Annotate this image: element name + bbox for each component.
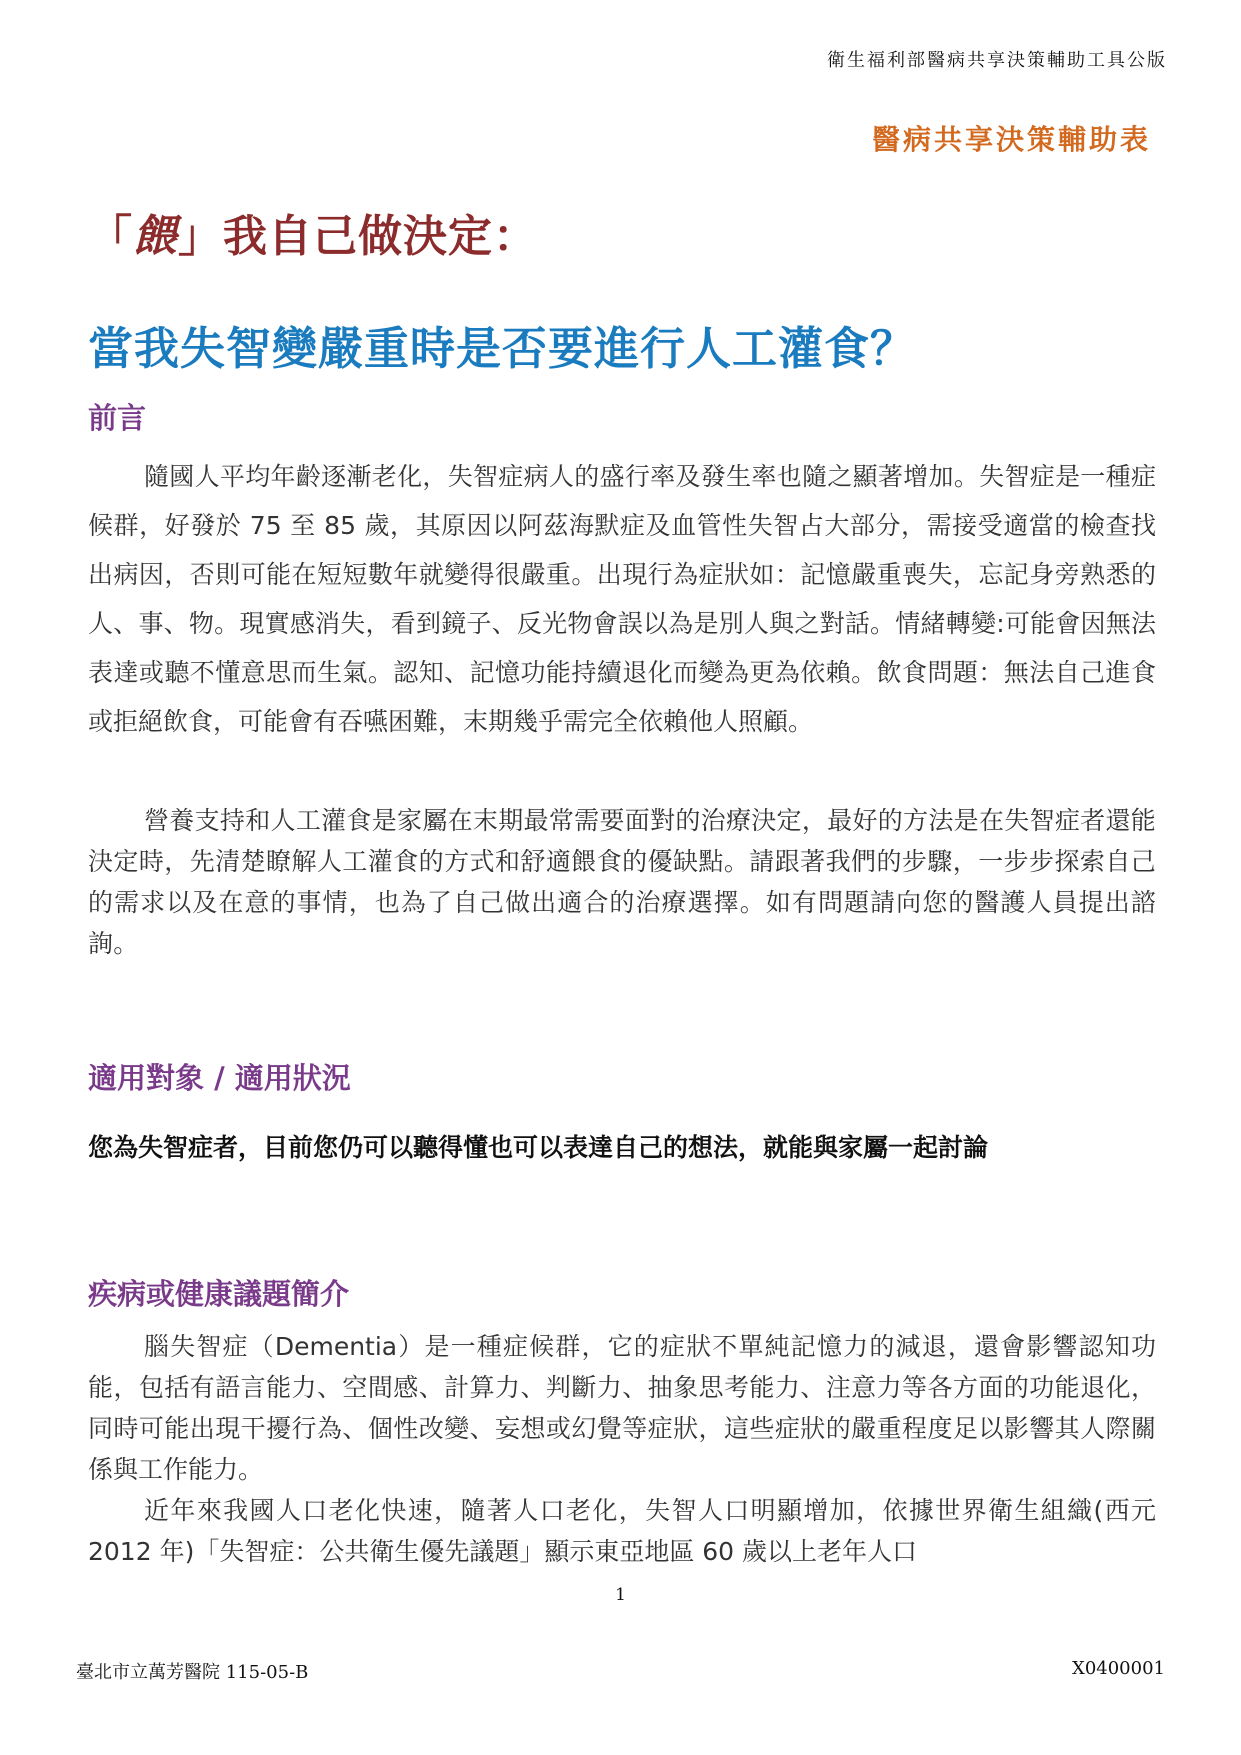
form-title: 醫病共享決策輔助表 (871, 123, 1151, 156)
disease-paragraph: 腦失智症（Dementia）是一種症候群，它的症狀不單純記憶力的減退，還會影響認知功能，包括有語言能力、空間感、計算力、判斷力、抽象思考能力、注意力等各方面的功能退化，同時可能出現干擾行為、個性改變、妄想或幻覺等症狀，這些症狀的嚴重程度足以影響其人際關係與工作能力。 (88, 1332, 1156, 1484)
title-rest: 」我自己做決定： (178, 211, 538, 262)
intro-paragraph-text: 隨國人平均年齡逐漸老化，失智症病人的盛行率及發生率也隨之顯著增加。失智症是一種症候群，好發於 75 至 85 歲，其原因以阿茲海默症及血管性失智占大部分，需接受適當的檢查找出病因，否則可能在短短數年就變得很嚴重。出現行為症狀如：記憶嚴重喪失，忘記身旁熟悉的人、事、物。現實感消失，看到鏡子、反光物會誤以為是別人與之對話。情緒轉變:可能會因無法表達或聽不懂意思而生氣。認知、記憶功能持續退化而變為更為依賴。飲食問題：無法自己進食或拒絕飲食，可能會有吞嚥困難，末期幾乎需完全依賴他人照顧。 (88, 462, 1156, 736)
title-emphasis: 餵 (133, 211, 178, 262)
target-heading: 適用對象 / 適用狀況 (88, 1061, 351, 1095)
header-organization: 衛生福利部醫病共享決策輔助工具公版 (827, 50, 1167, 71)
footer-document-id: X0400001 (1072, 1658, 1165, 1679)
disease-paragraph: 近年來我國人口老化快速，隨著人口老化，失智人口明顯增加，依據世界衛生組織(西元 2012 年)「失智症：公共衛生優先議題」顯示東亞地區 60 歲以上老年人口 (88, 1496, 1156, 1566)
question-title: 當我失智變嚴重時是否要進行人工灌食？ (88, 322, 917, 375)
main-title (88, 200, 538, 264)
title-open-bracket: 「 (88, 211, 133, 262)
disease-paragraphs (88, 1326, 1156, 1572)
target-description: 您為失智症者，目前您仍可以聽得懂也可以表達自己的想法，就能與家屬一起討論 (88, 1133, 989, 1162)
intro-paragraph-1 (88, 452, 1156, 746)
page-number: 1 (615, 1585, 626, 1605)
footer-hospital-code: 臺北市立萬芳醫院 115-05-B (76, 1662, 309, 1683)
intro-heading: 前言 (88, 401, 147, 435)
intro-paragraph-text: 營養支持和人工灌食是家屬在末期最常需要面對的治療決定，最好的方法是在失智症者還能決定時，先清楚瞭解人工灌食的方式和舒適餵食的優缺點。請跟著我們的步驟，一步步探索自己的需求以及在意的事情，也為了自己做出適合的治療選擇。如有問題請向您的醫護人員提出諮詢。 (88, 806, 1156, 958)
disease-heading: 疾病或健康議題簡介 (88, 1277, 350, 1311)
intro-paragraph-2 (88, 800, 1156, 964)
